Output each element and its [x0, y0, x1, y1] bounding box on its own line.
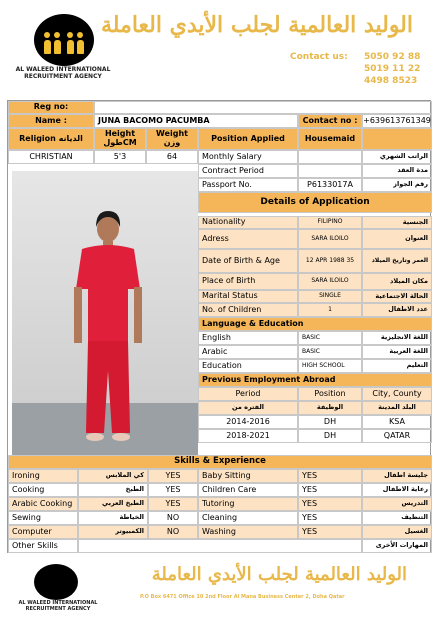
skill-babysitting-ar: جليسة اطفال	[362, 469, 432, 483]
phone-2: 5019 11 22	[364, 64, 421, 74]
details-title: Details of Application	[198, 192, 432, 213]
height-label-ar: طولCM	[103, 138, 137, 147]
skill-computer-value: NO	[148, 525, 198, 539]
skill-washing-label: Washing	[198, 525, 298, 539]
footer-arabic-title: الوليد العالمية لجلب الأيدي العاملة	[151, 564, 407, 585]
skill-computer-label: Computer	[8, 525, 78, 539]
address-label: Adress	[198, 229, 298, 249]
address-ar: العنوان	[362, 229, 432, 249]
passport-value: P6133017A	[298, 178, 362, 192]
reg-value	[94, 101, 432, 114]
employment-position-2: DH	[298, 429, 362, 443]
education-ar: التعليم	[362, 359, 432, 373]
skills-title: Skills & Experience	[8, 455, 432, 469]
contact-value: +639613761349	[362, 114, 432, 128]
contact-label: Contact no :	[298, 114, 362, 128]
period-header-ar: الفتره من	[198, 401, 298, 415]
education-value: HIGH SCHOOL	[298, 359, 362, 373]
skill-childcare-ar: رعاية الاطفال	[362, 483, 432, 497]
weight-label	[146, 128, 198, 150]
dob-label: Date of Birth & Age	[198, 249, 298, 273]
skill-cleaning-value: YES	[298, 511, 362, 525]
skill-arabic-cooking-ar: الطبخ العربي	[78, 497, 148, 511]
contract-period-value	[298, 164, 362, 178]
reg-label: Reg no:	[8, 101, 94, 114]
height-label	[94, 128, 146, 150]
english-value: BASIC	[298, 331, 362, 345]
name-label: Name :	[8, 114, 94, 128]
skill-babysitting-label: Baby Sitting	[198, 469, 298, 483]
employment-period-2: 2018-2021	[198, 429, 298, 443]
religion-label: Religion الديانه	[8, 128, 94, 150]
country-header-ar: البلد المدينة	[362, 401, 432, 415]
skill-ironing-ar: كي الملابس	[78, 469, 148, 483]
skill-cleaning-ar: التنظيف	[362, 511, 432, 525]
phone-list	[364, 51, 420, 87]
position-label: Position Applied	[198, 128, 298, 150]
nationality-label: Nationality	[198, 216, 298, 229]
weight-value: 64	[146, 150, 198, 164]
candidate-figure	[12, 171, 198, 455]
skill-sewing-value: NO	[148, 511, 198, 525]
other-skills-ar: المهارات الأخرى	[362, 539, 432, 553]
contact-us-label: Contact us:	[290, 52, 348, 62]
employment-title: Previous Employment Abroad	[198, 373, 432, 387]
skill-cooking-ar: الطبخ	[78, 483, 148, 497]
letterhead	[8, 4, 431, 92]
skill-washing-ar: الغسيل	[362, 525, 432, 539]
english-label: English	[198, 331, 298, 345]
country-header: City, County	[362, 387, 432, 401]
arabic-label: Arabic	[198, 345, 298, 359]
skill-childcare-value: YES	[298, 483, 362, 497]
marital-label: Marital Status	[198, 290, 298, 303]
agency-logo	[34, 14, 94, 66]
skill-babysitting-value: YES	[298, 469, 362, 483]
children-label: No. of Children	[198, 303, 298, 317]
phone-1: 5050 92 88	[364, 52, 421, 62]
skill-sewing-ar: الخياطة	[78, 511, 148, 525]
skill-arabic-cooking-value: YES	[148, 497, 198, 511]
arabic-ar: اللغة العربية	[362, 345, 432, 359]
arabic-value: BASIC	[298, 345, 362, 359]
passport-ar: رقم الجواز	[362, 178, 432, 192]
skill-cooking-label: Cooking	[8, 483, 78, 497]
footer-logo-text: AL WALEED INTERNATIONAL RECRUITMENT AGENCY	[18, 600, 98, 612]
religion-value: CHRISTIAN	[8, 150, 94, 164]
passport-label: Passport No.	[198, 178, 298, 192]
height-value: 5'3	[94, 150, 146, 164]
language-title: Language & Education	[198, 317, 432, 331]
height-label-en: Height	[104, 129, 136, 139]
contract-period-ar: مدة العقد	[362, 164, 432, 178]
employment-country-1: KSA	[362, 415, 432, 429]
other-skills-label: Other Skills	[8, 539, 78, 553]
birthplace-ar: مكان الميلاد	[362, 273, 432, 290]
skill-ironing-value: YES	[148, 469, 198, 483]
dob-ar: العمر وتاريخ الميلاد	[362, 249, 432, 273]
position-header-ar: الوظيفة	[298, 401, 362, 415]
name-value: JUNA BACOMO PACUMBA	[94, 114, 298, 128]
monthly-salary-value	[298, 150, 362, 164]
skill-cooking-value: YES	[148, 483, 198, 497]
skill-childcare-label: Children Care	[198, 483, 298, 497]
skill-washing-value: YES	[298, 525, 362, 539]
application-form	[7, 100, 431, 553]
position-value: Housemaid	[298, 128, 362, 150]
children-value: 1	[298, 303, 362, 317]
skill-ironing-label: Ironing	[8, 469, 78, 483]
skill-tutoring-label: Tutoring	[198, 497, 298, 511]
weight-label-en: Weight	[156, 129, 188, 139]
agency-arabic-title: الوليد العالمية لجلب الأيدي العاملة	[100, 12, 413, 38]
employment-period-1: 2014-2016	[198, 415, 298, 429]
position-spacer	[362, 128, 432, 150]
address-value: SARA ILOILO	[298, 229, 362, 249]
candidate-photo	[12, 171, 198, 455]
education-label: Education	[198, 359, 298, 373]
contract-period-label: Contract Period	[198, 164, 298, 178]
footer	[8, 560, 431, 618]
birthplace-value: SARA ILOILO	[298, 273, 362, 290]
skill-arabic-cooking-label: Arabic Cooking	[8, 497, 78, 511]
nationality-value: FILIPINO	[298, 216, 362, 229]
birthplace-label: Place of Birth	[198, 273, 298, 290]
english-ar: اللغة الانجليزية	[362, 331, 432, 345]
marital-value: SINGLE	[298, 290, 362, 303]
skill-sewing-label: Sewing	[8, 511, 78, 525]
footer-address: P.O Box 6471 Office 10 2nd Floor Al Mana Business Center 2, Doha Qatar	[140, 594, 345, 600]
period-header: Period	[198, 387, 298, 401]
position-header: Position	[298, 387, 362, 401]
skill-computer-ar: الكمبيوتر	[78, 525, 148, 539]
phone-3: 4498 8523	[364, 76, 418, 86]
other-skills-value	[78, 539, 362, 553]
footer-logo	[34, 564, 78, 600]
skill-cleaning-label: Cleaning	[198, 511, 298, 525]
skill-tutoring-value: YES	[298, 497, 362, 511]
children-ar: عدد الاطفال	[362, 303, 432, 317]
employment-country-2: QATAR	[362, 429, 432, 443]
dob-value: 12 APR 1988 35	[298, 249, 362, 273]
nationality-ar: الجنسية	[362, 216, 432, 229]
employment-position-1: DH	[298, 415, 362, 429]
monthly-salary-ar: الراتب الشهري	[362, 150, 432, 164]
weight-label-ar: وزن	[163, 138, 181, 147]
marital-ar: الحالة الاجتماعية	[362, 290, 432, 303]
skill-tutoring-ar: التدريس	[362, 497, 432, 511]
monthly-salary-label: Monthly Salary	[198, 150, 298, 164]
logo-text: AL WALEED INTERNATIONAL RECRUITMENT AGENCY	[15, 66, 111, 80]
